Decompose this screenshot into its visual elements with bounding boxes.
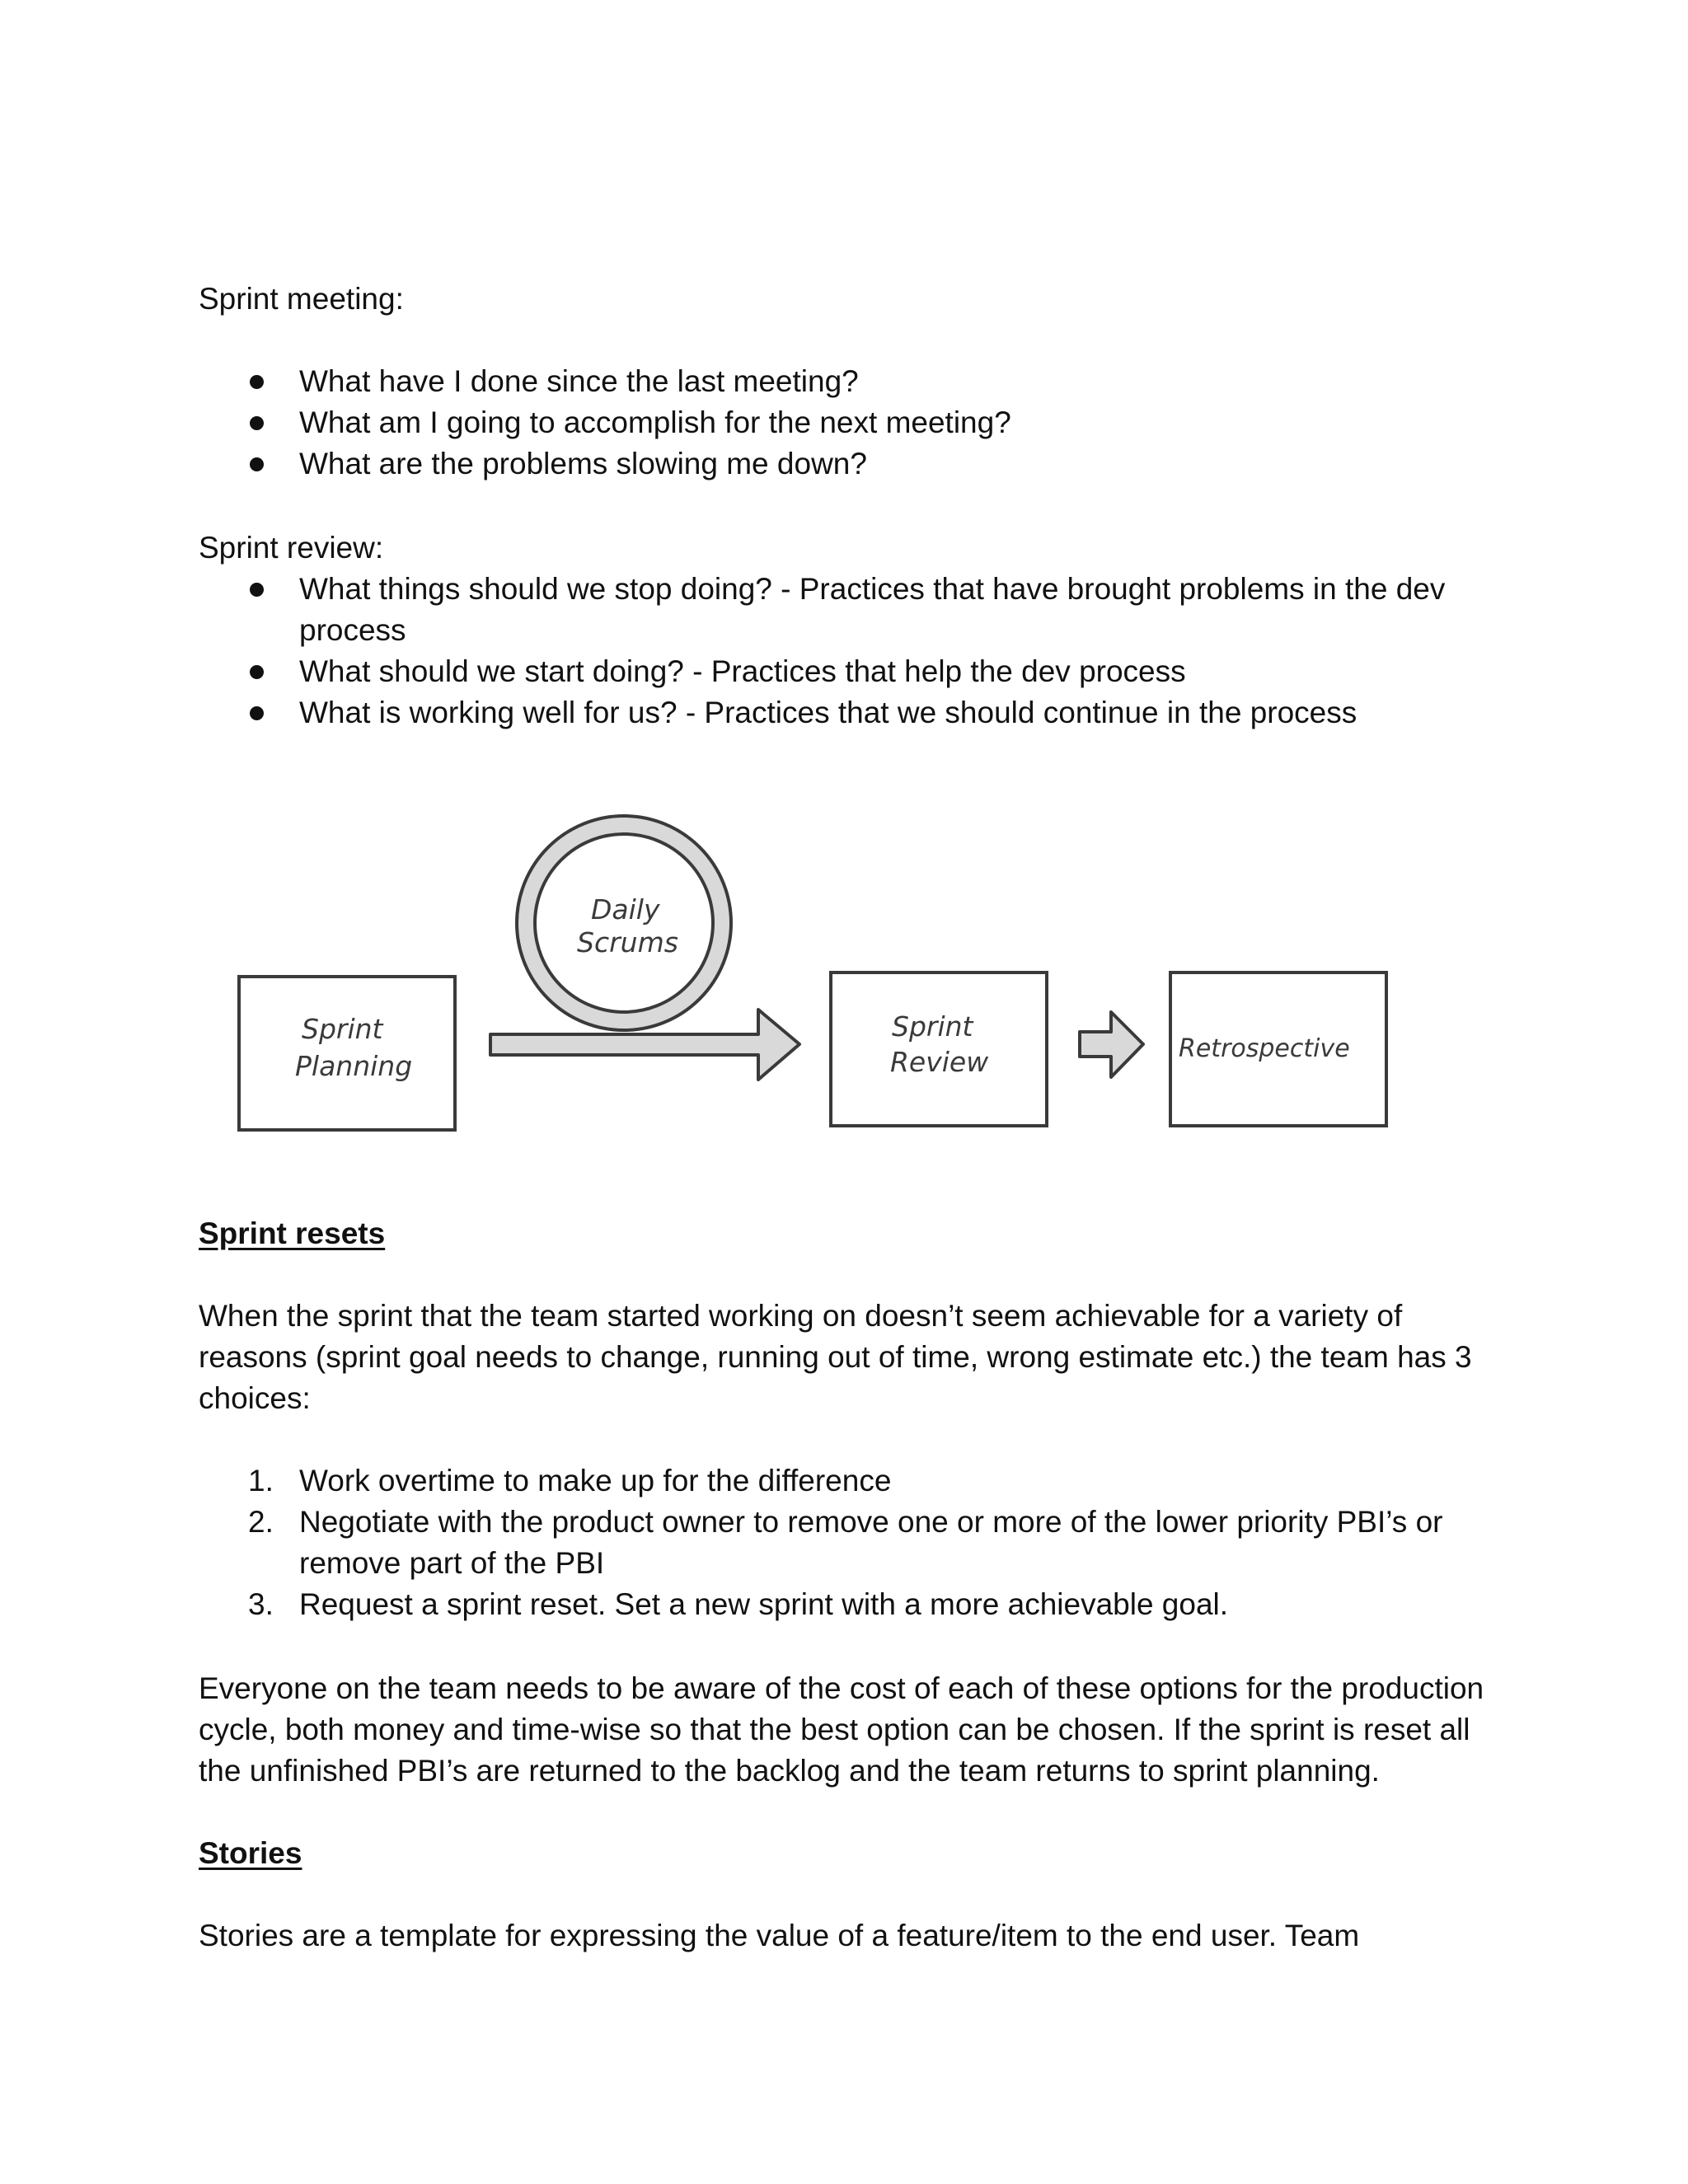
sprint-cycle-svg <box>223 799 1401 1146</box>
list-item: 3. Request a sprint reset. Set a new sprint with a more achievable goal. <box>248 1587 1229 1621</box>
bullet-icon <box>250 375 264 389</box>
stories-heading: Stories <box>199 1836 302 1870</box>
bullet-icon <box>250 457 264 471</box>
list-item: What should we start doing? - Practices that help the dev process <box>199 651 1445 692</box>
list-item: What things should we stop doing? - Practices that have brought problems in the dev process <box>199 569 1445 651</box>
short-arrow-icon <box>1080 1012 1143 1077</box>
sprint-resets-heading: Sprint resets <box>199 1216 386 1250</box>
sprint-resets-intro-line1: When the sprint that the team started working on doesn’t seem achievable for a variety of <box>199 1299 1403 1333</box>
sprint-review-title: Sprint review: <box>199 531 384 565</box>
sprint-meeting-title: Sprint meeting: <box>199 282 404 316</box>
bullet-icon <box>250 665 264 679</box>
list-item: What is working well for us? - Practices that we should continue in the process <box>199 692 1445 733</box>
sprint-reset-choices <box>199 1460 1442 1625</box>
sprint-planning-label-line2: Planning <box>295 1050 413 1082</box>
sprint-resets-intro-line3: choices: <box>199 1381 311 1415</box>
sprint-cycle-diagram <box>223 799 1401 1146</box>
retrospective-label: Retrospective <box>1179 1034 1350 1063</box>
list-item: What have I done since the last meeting? <box>199 361 1011 402</box>
list-item: What am I going to accomplish for the next meeting? <box>199 402 1011 443</box>
sprint-review-label-line1: Sprint <box>892 1010 973 1043</box>
sprint-review-list <box>199 569 1445 733</box>
sprint-resets-closing-line1: Everyone on the team needs to be aware of the cost of each of these options for the production <box>199 1671 1484 1705</box>
sprint-planning-label-line1: Sprint <box>302 1013 383 1045</box>
list-item: What are the problems slowing me down? <box>199 443 1011 485</box>
daily-scrums-label-line1: Daily <box>591 893 660 926</box>
sprint-resets-intro-line2: reasons (sprint goal needs to change, running out of time, wrong estimate etc.) the team has 3 <box>199 1340 1472 1374</box>
daily-scrums-label-line2: Scrums <box>577 926 678 958</box>
bullet-icon <box>250 706 264 720</box>
sprint-meeting-list <box>199 361 1011 485</box>
stories-text: Stories are a template for expressing the value of a feature/item to the end user. Team <box>199 1919 1360 1952</box>
sprint-resets-closing-line2: cycle, both money and time-wise so that the best option can be chosen. If the sprint is reset all <box>199 1713 1470 1746</box>
list-item: 2. Negotiate with the product owner to remove one or more of the lower priority PBI’s or remove part of the PBI <box>248 1505 1443 1580</box>
list-item: 1. Work overtime to make up for the difference <box>248 1464 892 1497</box>
bullet-icon <box>250 583 264 597</box>
sprint-review-label-line2: Review <box>890 1046 989 1078</box>
sprint-resets-closing-line3: the unfinished PBI’s are returned to the backlog and the team returns to sprint planning. <box>199 1754 1380 1788</box>
bullet-icon <box>250 416 264 430</box>
